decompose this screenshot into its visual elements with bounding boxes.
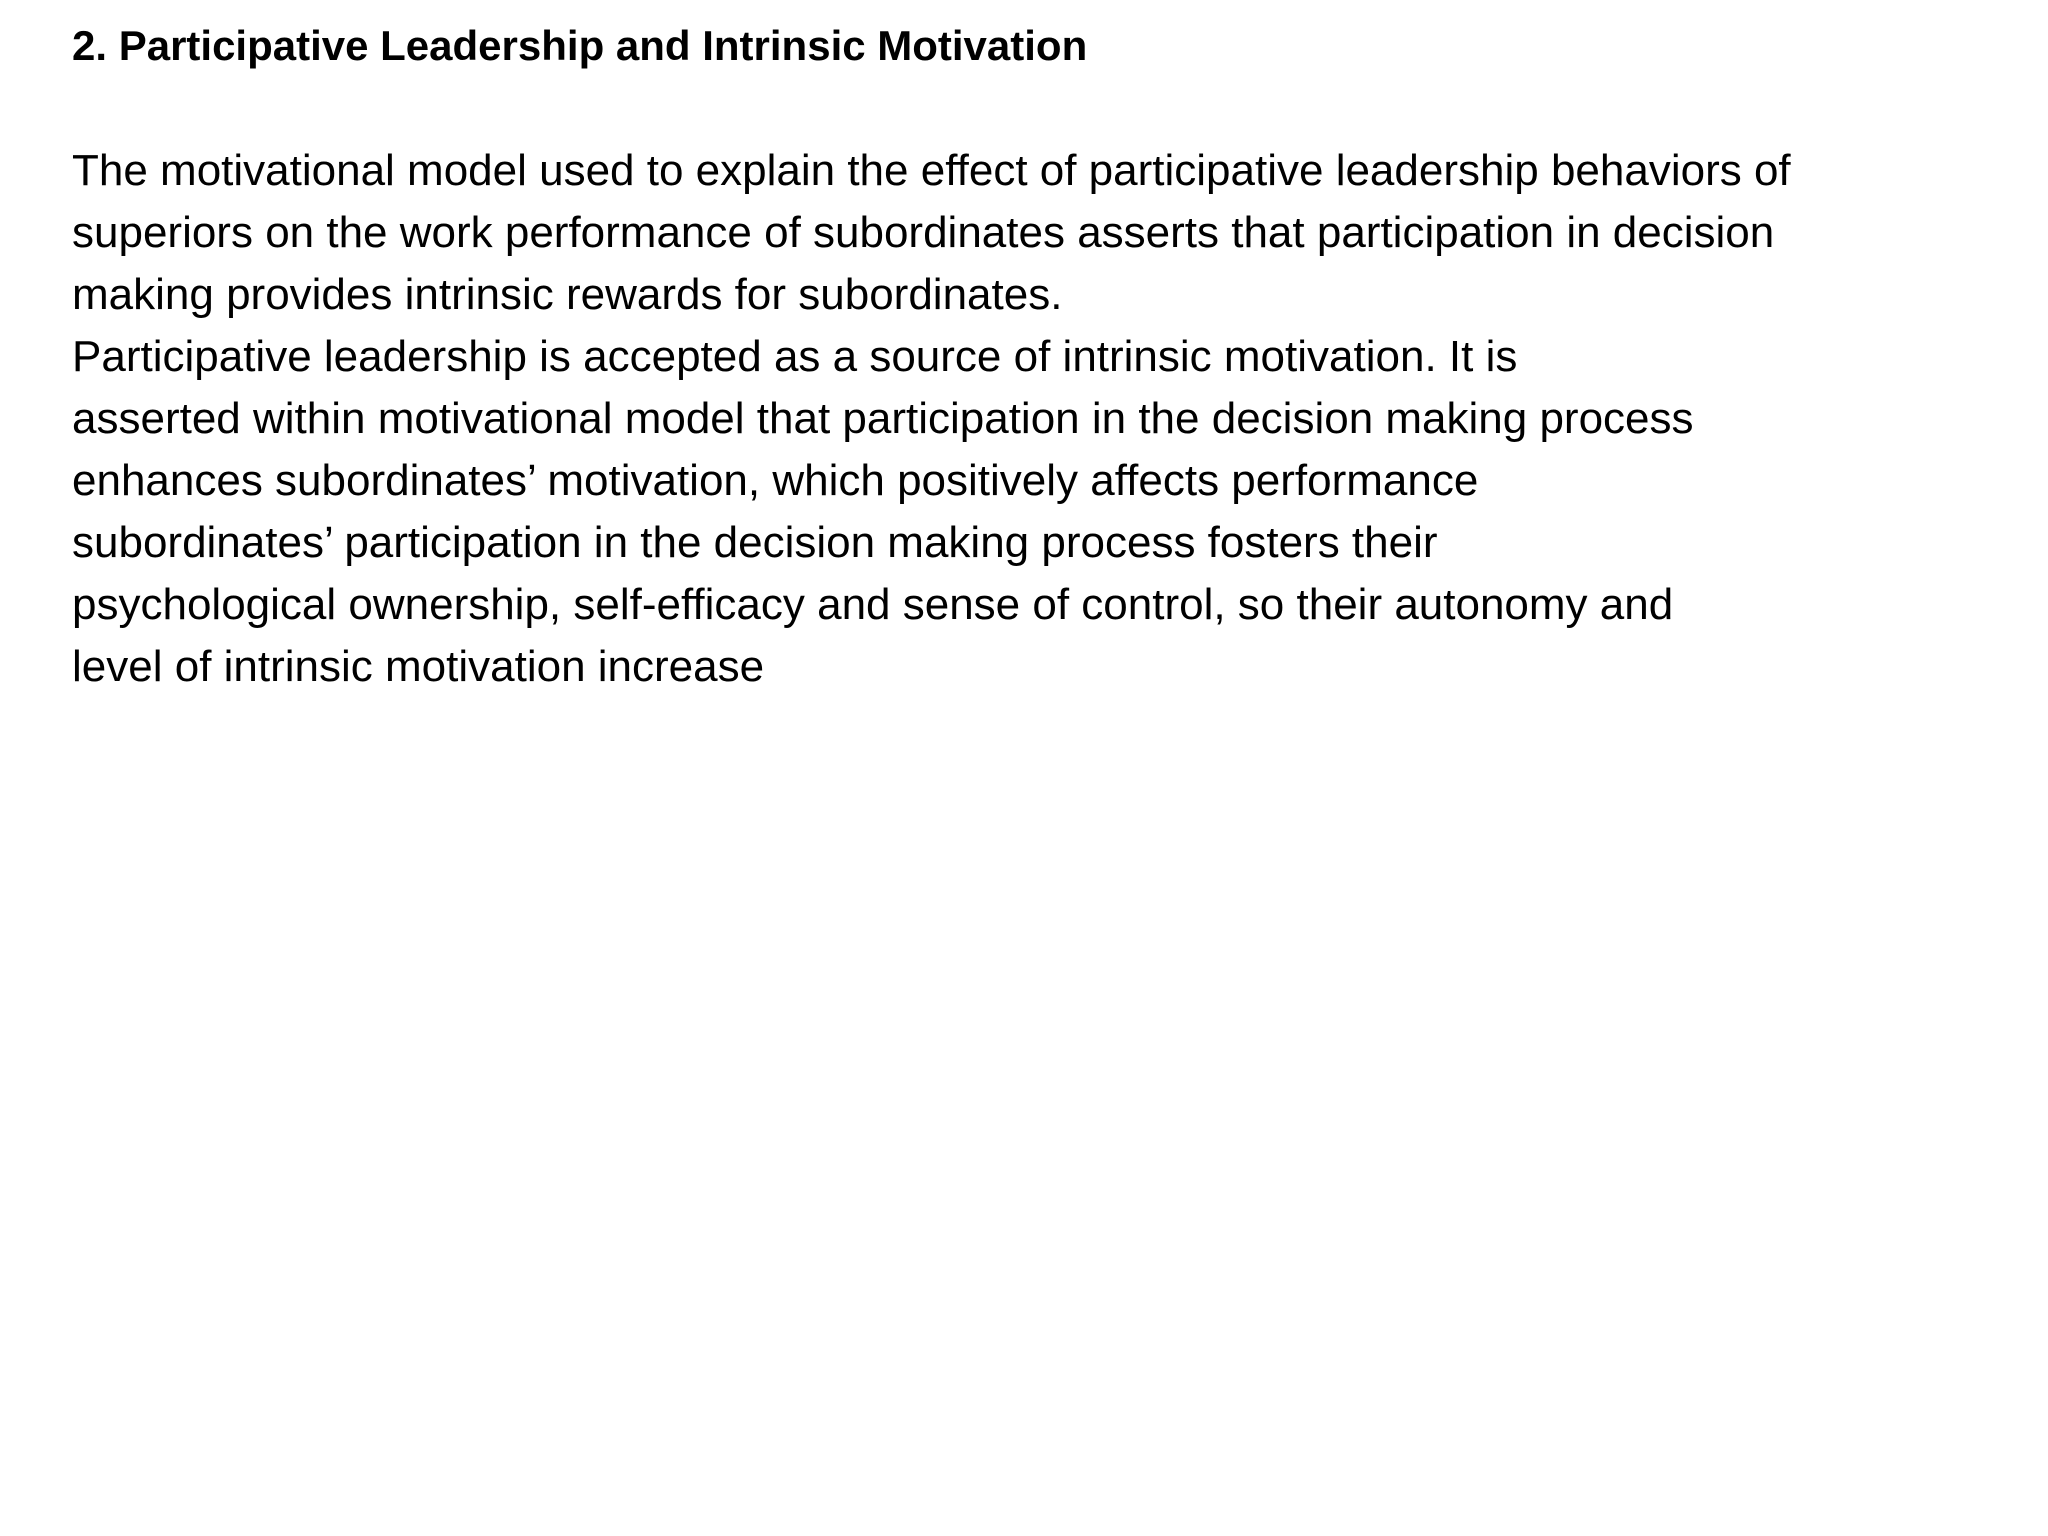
text-line: asserted within motivational model that participation in the decision making process xyxy=(72,394,1694,443)
text-line: subordinates’ participation in the decision making process fosters their xyxy=(72,518,1438,567)
text-line: making provides intrinsic rewards for subordinates. xyxy=(72,270,1063,319)
section-heading: 2. Participative Leadership and Intrinsic Motivation xyxy=(72,22,1088,69)
text-line: level of intrinsic motivation increase xyxy=(72,642,765,691)
text-line: enhances subordinates’ motivation, which positively affects performance xyxy=(72,456,1479,505)
text-line: psychological ownership, self-efficacy and sense of control, so their autonomy and xyxy=(72,580,1674,629)
body-paragraph xyxy=(72,140,2012,698)
text-line: Participative leadership is accepted as a source of intrinsic motivation. It is xyxy=(72,332,1518,381)
text-line: superiors on the work performance of subordinates asserts that participation in decision xyxy=(72,208,1775,257)
text-line: The motivational model used to explain the effect of participative leadership behaviors of xyxy=(72,146,1791,195)
